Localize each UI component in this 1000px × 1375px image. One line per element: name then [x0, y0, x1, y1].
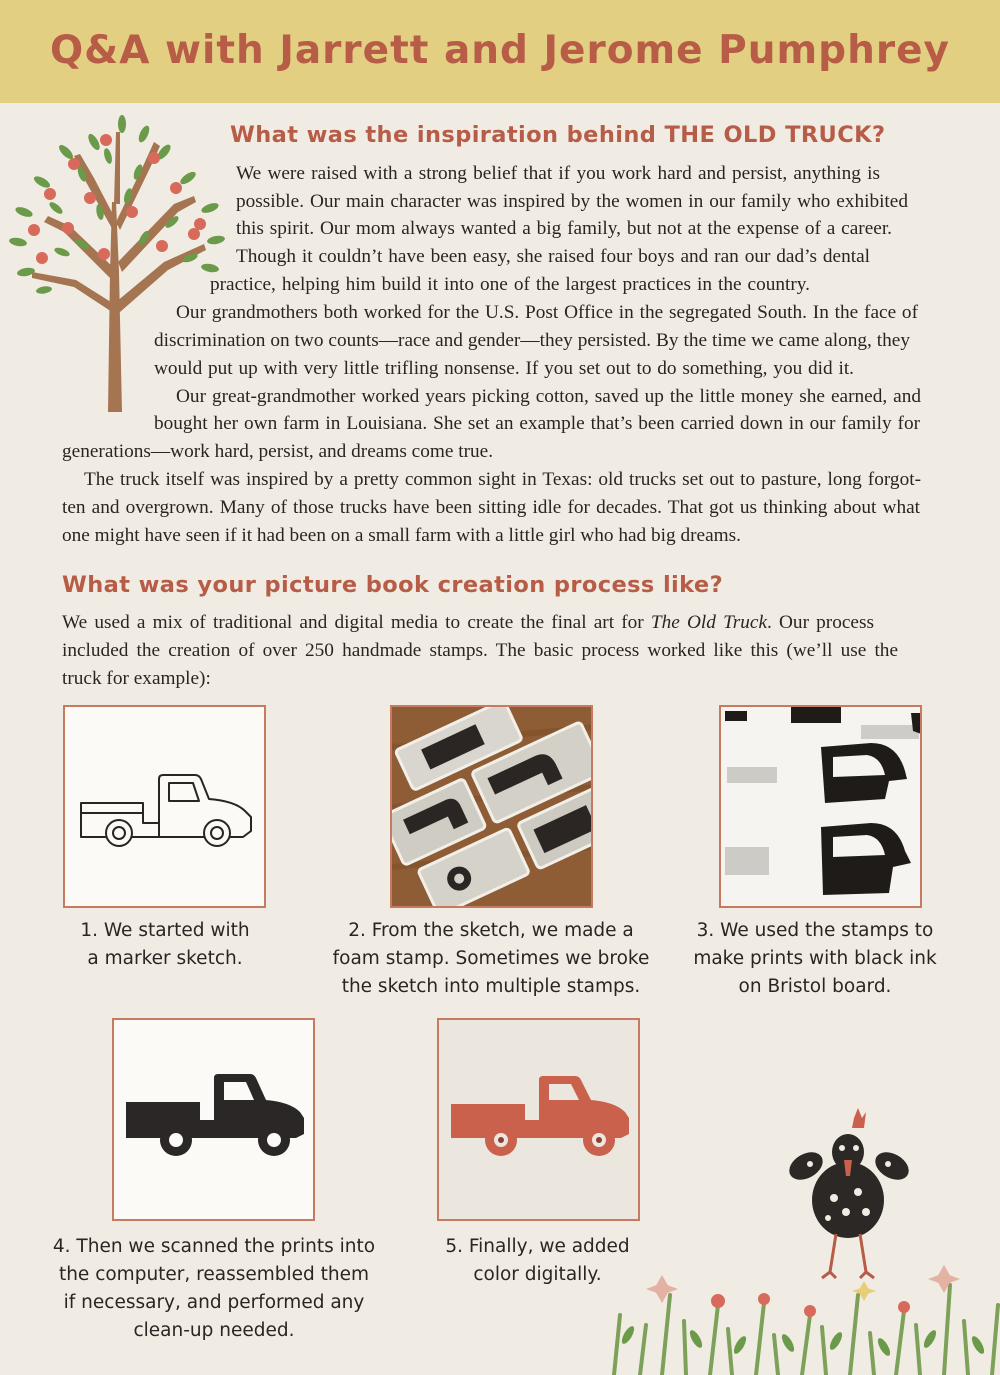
red-truck-illustration — [439, 1020, 640, 1221]
section-heading-process: What was your picture book creation process like? — [62, 572, 724, 598]
paragraph-line: Our great-grandmother worked years picking cotton, saved up the little money she earned, and — [176, 386, 921, 407]
caption-line: if necessary, and performed any — [63, 1292, 365, 1313]
step3-image-ink-prints — [719, 705, 922, 908]
caption-line: 2. From the sketch, we made a — [348, 920, 634, 941]
paragraph-line: Though it couldn’t have been easy, she raised four boys and ran our dad’s dental — [236, 246, 870, 267]
paragraph-line: ten and overgrown. Many of those trucks have been sitting idle for decades. That got us thinking about what — [62, 497, 920, 518]
paragraph-line: bought her own farm in Louisiana. She set an example that’s been carried down in our family for — [154, 413, 920, 434]
black-truck-print — [114, 1020, 315, 1221]
caption-line: make prints with black ink — [693, 948, 937, 969]
step5-image-colored-truck — [437, 1018, 640, 1221]
caption-line: foam stamp. Sometimes we broke — [332, 948, 650, 969]
caption-line: the sketch into multiple stamps. — [341, 976, 641, 997]
ink-prints-photo — [721, 707, 922, 908]
paragraph-line: The truck itself was inspired by a pretty common sight in Texas: old trucks set out to pasture, long forgot- — [84, 469, 921, 490]
chicken-illustration — [780, 1100, 920, 1280]
paragraph-line: included the creation of over 250 handmade stamps. The basic process worked like this (we’ll use the — [62, 640, 898, 661]
section-heading-inspiration: What was the inspiration behind THE OLD TRUCK? — [230, 122, 886, 148]
page-title: Q&A with Jarrett and Jerome Pumphrey — [50, 28, 950, 73]
paragraph-line: discrimination on two counts—race and gender—they persisted. By the time we came along, they — [154, 330, 910, 351]
caption-line: a marker sketch. — [87, 948, 243, 969]
caption-line: 4. Then we scanned the prints into — [52, 1236, 376, 1257]
caption-line: 1. We started with — [80, 920, 250, 941]
paragraph-line: Our grandmothers both worked for the U.S. Post Office in the segregated South. In the face of — [176, 302, 918, 323]
caption-line: 5. Finally, we added — [445, 1236, 630, 1257]
step2-image-foam-stamps — [390, 705, 593, 908]
paragraph-line: would put up with very little trifling nonsense. If you set out to do something, you did it. — [154, 358, 854, 379]
paragraph-line: this spirit. Our mom always wanted a big family, but not at the expense of a career. — [236, 218, 892, 239]
paragraph-line: generations—work hard, persist, and dreams come true. — [62, 441, 494, 462]
truck-sketch-drawing — [65, 707, 266, 908]
paragraph-line: truck for example): — [62, 668, 211, 689]
caption-line: color digitally. — [473, 1264, 602, 1285]
caption-line: on Bristol board. — [738, 976, 892, 997]
paragraph-line: possible. Our main character was inspired by the women in our family who exhibited — [236, 191, 908, 212]
paragraph-line: practice, helping him build it into one of the largest practices in the country. — [210, 274, 810, 295]
book-title: The Old Truck — [650, 612, 768, 633]
caption-line: clean-up needed. — [133, 1320, 295, 1341]
paragraph-line — [62, 609, 874, 637]
caption-line: the computer, reassembled them — [58, 1264, 370, 1285]
text-span: We used a mix of traditional and digital media to create the final art for — [62, 612, 651, 633]
foam-stamps-photo — [392, 707, 593, 908]
step4-image-scanned-print — [112, 1018, 315, 1221]
title-banner — [0, 0, 1000, 103]
flowers-illustration — [600, 1255, 1000, 1375]
paragraph-line: We were raised with a strong belief that if you work hard and persist, anything is — [236, 163, 880, 184]
paragraph-line: one might have seen if it had been on a small farm with a little girl who had big dreams. — [62, 525, 741, 546]
text-span: . Our process — [767, 612, 874, 633]
step1-image-sketch — [63, 705, 266, 908]
caption-line: 3. We used the stamps to — [696, 920, 934, 941]
